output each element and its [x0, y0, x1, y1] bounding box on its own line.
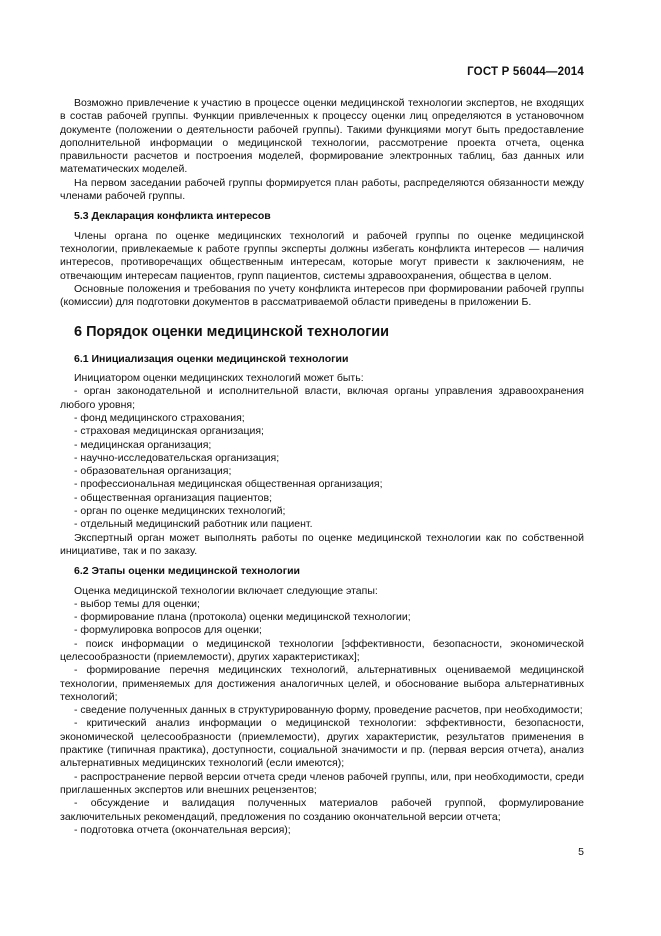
- section-6-2-heading: 6.2 Этапы оценки медицинской технологии: [74, 565, 300, 578]
- section-6-1-closing: Экспертный орган может выполнять работы по оценке медицинской технологии как по собственной инициативе, так и по заказу.: [60, 531, 584, 557]
- list-item: - сведение полученных данных в структурированную форму, проведение расчетов, при необходимости;: [74, 704, 583, 717]
- section-5-3-paragraph-2: Основные положения и требования по учету конфликта интересов при формировании рабочей группы (комиссии) для подготовки документов в рассматриваемой области приведены в приложении Б.: [60, 282, 584, 309]
- list-item: - формирование перечня медицинских технологий, альтернативных оцениваемой медицинской технологии, применяемых для достижения аналогичных целей, и обоснование выбора альтернативных технологий;: [60, 664, 584, 703]
- intro-paragraph-1: Возможно привлечение к участию в процессе оценки медицинской технологии экспертов, не входящих в состав рабочей группы. Функции привлеченных к процессу оценки лиц определяются в установочном документе (положении о деятельности рабочей группы). Такими функциями могут быть предоставление дополнительной информации о медицинской технологии, рассмотрение проекта отчета, оценка правильности расчетов и построения моделей, формирование электронных таблиц, баз данных или математических моделей.: [60, 97, 584, 176]
- document-code: ГОСТ Р 56044—2014: [467, 66, 584, 78]
- document-body: [60, 97, 584, 837]
- section-5-3-paragraph-1: Члены органа по оценке медицинских технологий и рабочей группы по оценке медицинской технологии, привлекаемые к работе группы эксперты должны избегать конфликта интересов — наличия интересов, противоречащих общественным интересам, которые могут привести к заключениям, не отвечающим интересам пациентов, групп пациентов, системы здравоохранения, общества в целом.: [60, 229, 584, 282]
- list-item: - орган законодательной и исполнительной власти, включая органы управления здравоохранения любого уровня;: [60, 385, 584, 411]
- list-item: - орган по оценке медицинских технологий;: [74, 505, 286, 518]
- section-6-1-heading: 6.1 Инициализация оценки медицинской технологии: [74, 352, 349, 365]
- list-item: - научно-исследовательская организация;: [74, 451, 280, 464]
- page-number: 5: [578, 846, 584, 858]
- list-item: - критический анализ информации о медицинской технологии: эффективности, безопасности, экономической целесообразности (приемлемости), других характеристик, результатов применения в практике (типичная практика), доступности, социальной значимости и пр. (первая версия отчета), анализ альтернативных медицинских технологий (если имеются);: [60, 717, 584, 770]
- list-item: - формирование плана (протокола) оценки медицинской технологии;: [74, 611, 411, 624]
- list-item: - выбор темы для оценки;: [74, 597, 200, 610]
- intro-paragraph-2: На первом заседании рабочей группы формируется план работы, распределяются обязанности между членами рабочей группы.: [60, 176, 584, 203]
- list-item: - фонд медицинского страхования;: [74, 411, 245, 424]
- section-5-3-heading: 5.3 Декларация конфликта интересов: [74, 210, 271, 223]
- stages-list: [60, 598, 584, 837]
- list-item: - страховая медицинская организация;: [74, 425, 264, 438]
- list-item: - медицинская организация;: [74, 438, 212, 451]
- initiator-list: [60, 385, 584, 531]
- list-item: - профессиональная медицинская общественная организация;: [74, 478, 383, 491]
- list-item: - образовательная организация;: [74, 465, 232, 478]
- section-6-1-lead: Инициатором оценки медицинских технологий может быть:: [74, 372, 364, 385]
- list-item: - отдельный медицинский работник или пациент.: [74, 518, 313, 531]
- list-item: - поиск информации о медицинской технологии [эффективности, безопасности, экономической целесообразности (приемлемости), других характеристиках];: [60, 637, 584, 663]
- section-6-heading: 6 Порядок оценки медицинской технологии: [74, 324, 390, 341]
- section-6-2-lead: Оценка медицинской технологии включает следующие этапы:: [74, 584, 378, 597]
- list-item: - общественная организация пациентов;: [74, 491, 273, 504]
- list-item: - распространение первой версии отчета среди членов рабочей группы, или, при необходимости, среди приглашенных экспертов или внешних рецензентов;: [60, 770, 584, 796]
- list-item: - подготовка отчета (окончательная версия);: [74, 823, 291, 836]
- list-item: - формулировка вопросов для оценки;: [74, 624, 262, 637]
- list-item: - обсуждение и валидация полученных материалов рабочей группой, формулирование заключительных рекомендаций, предложения по созданию окончательной версии отчета;: [60, 797, 584, 823]
